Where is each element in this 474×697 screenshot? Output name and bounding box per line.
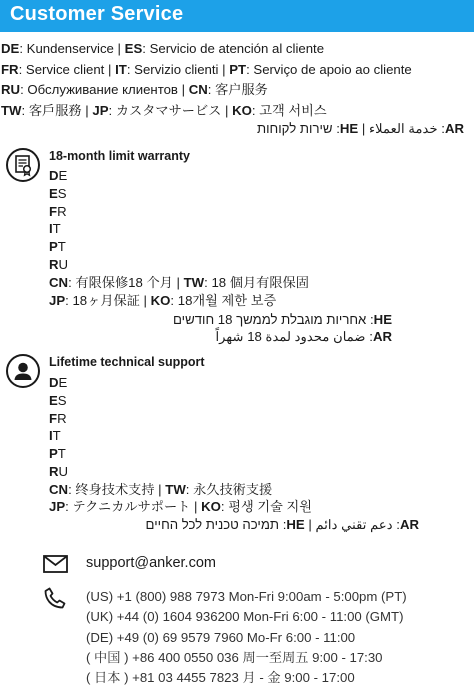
warranty-line — [49, 203, 67, 220]
lang-code: AR — [444, 121, 464, 136]
translation-text: : תמיכה טכנית לכל החיים — [145, 517, 287, 532]
lang-code: TW — [183, 275, 205, 290]
customer-service-rtl: AR: خدمة العملاء | HE: שירות לקוחות — [256, 121, 464, 136]
warranty-line — [49, 167, 67, 184]
lang-code: HE — [286, 517, 305, 532]
warranty-ar — [215, 328, 392, 345]
lang-code: F — [49, 410, 58, 426]
lang-code: KO — [232, 102, 252, 118]
support-line — [49, 427, 61, 444]
warranty-title: 18-month limit warranty — [49, 149, 190, 163]
translation-text: : خدمة العملاء — [368, 121, 445, 136]
lang-code: ES — [124, 41, 143, 56]
translation-text: R — [57, 410, 67, 426]
translation-text: : カスタマサービス | — [108, 102, 233, 118]
customer-service-line — [1, 61, 412, 78]
lang-code: HE — [373, 312, 392, 327]
lang-code: D — [49, 168, 59, 183]
warranty-line-cn-tw — [49, 274, 309, 291]
translation-text: : 客户服务 — [207, 82, 268, 97]
support-rtl: AR: دعم تقني دائم | HE: תמיכה טכנית לכל החיים — [145, 517, 419, 532]
lang-code: R — [49, 257, 59, 272]
lang-code: KO — [150, 293, 171, 308]
phone-number-line[interactable]: ( 中国 ) +86 400 0550 036 周一至周五 9:00 - 17:30 — [86, 649, 383, 665]
lang-code: P — [49, 239, 58, 255]
translation-text: : אחריות מוגבלת לממשך 18 חודשים — [172, 312, 374, 327]
warranty-line — [49, 238, 66, 255]
lang-code: R — [49, 464, 59, 479]
support-title: Lifetime technical support — [49, 355, 205, 369]
header-bar — [0, 0, 474, 32]
translation-text: E — [58, 375, 68, 390]
support-line — [49, 374, 67, 391]
lang-code: PT — [229, 61, 247, 77]
page-title: Customer Service — [10, 3, 184, 25]
translation-text: : ضمان محدود لمدة 18 شهراً — [215, 329, 373, 344]
lang-code: KO — [201, 499, 221, 514]
translation-text: : 客戶服務 | — [21, 102, 93, 118]
warranty-line — [49, 256, 68, 273]
translation-text: : שירות לקוחות — [256, 121, 340, 136]
translation-text: : 18ヶ月保証 | — [65, 293, 151, 308]
translation-text: E — [58, 168, 68, 183]
translation-text: T — [57, 239, 66, 255]
lang-code: AR — [399, 517, 419, 532]
mail-icon — [43, 555, 68, 578]
warranty-he — [173, 311, 392, 328]
lang-code: JP — [49, 293, 66, 308]
lang-code: HE — [339, 121, 359, 136]
translation-text: : 18개월 제한 보증 — [170, 293, 277, 308]
lang-code: E — [49, 185, 58, 201]
phone-number-line[interactable]: (DE) +49 (0) 69 9579 7960 Mo-Fr 6:00 - 11:00 — [86, 629, 356, 645]
customer-service-line — [1, 102, 327, 119]
phone-number-line[interactable]: (UK) +44 (0) 1604 936200 Mon-Fri 6:00 - 11:00 (GMT) — [86, 609, 404, 625]
translation-text: : 평생 기술 지원 — [220, 499, 312, 514]
translation-text: S — [57, 392, 67, 408]
lang-code: D — [49, 375, 59, 390]
lang-code: FR — [1, 61, 19, 77]
lang-code: I — [49, 428, 53, 444]
translation-text: : テクニカルサポート | — [65, 499, 202, 514]
support-line-cn-tw — [49, 481, 272, 498]
translation-text: : Servizio clienti | — [126, 61, 230, 77]
translation-text: : 18 個月有限保固 — [204, 275, 309, 290]
warranty-line-jp-ko — [49, 292, 276, 309]
lang-code: CN — [49, 482, 69, 497]
translation-text: : 有限保修18 个月 | — [68, 275, 184, 290]
translation-text: T — [52, 428, 61, 444]
translation-text: : Serviço de apoio ao cliente — [246, 61, 412, 77]
support-line — [49, 392, 67, 409]
lang-code: I — [49, 221, 53, 237]
lang-code: DE — [1, 41, 20, 56]
warranty-line — [49, 220, 61, 237]
translation-text: U — [58, 464, 69, 479]
translation-text: R — [57, 203, 67, 219]
phone-icon — [43, 586, 67, 615]
lang-code: RU — [1, 82, 21, 97]
lang-code: CN — [188, 82, 208, 97]
lang-code: IT — [115, 61, 127, 77]
support-line-jp-ko — [49, 498, 312, 515]
technical-support-person-icon — [6, 354, 40, 388]
translation-text: T — [57, 446, 66, 462]
lang-code: AR — [372, 329, 392, 344]
translation-text: T — [52, 221, 61, 237]
translation-text: : Kundenservice | — [19, 41, 125, 56]
translation-text: : 고객 서비스 — [251, 102, 327, 118]
translation-text: : Service client | — [18, 61, 116, 77]
support-line — [49, 410, 67, 427]
lang-code: E — [49, 392, 58, 408]
phone-number-line[interactable]: ( 日本 ) +81 03 4455 7823 月 - 金 9:00 - 17:00 — [86, 670, 355, 686]
warranty-certificate-icon — [6, 148, 40, 182]
phone-number-line[interactable]: (US) +1 (800) 988 7973 Mon-Fri 9:00am - 5:00pm (PT) — [86, 589, 407, 604]
translation-text: : 永久技術支援 — [185, 482, 273, 497]
lang-code: P — [49, 446, 58, 462]
support-email-link[interactable]: support@anker.com — [86, 555, 216, 571]
translation-text: : Servicio de atención al cliente — [142, 41, 325, 56]
customer-service-line — [1, 81, 268, 98]
lang-code: CN — [49, 275, 69, 290]
warranty-line — [49, 185, 67, 202]
translation-text: : دعم تقني دائم — [315, 517, 400, 532]
translation-text: S — [57, 185, 67, 201]
lang-code: JP — [49, 499, 66, 514]
translation-text: U — [58, 257, 69, 272]
support-line — [49, 463, 68, 480]
support-line — [49, 445, 66, 462]
lang-code: TW — [165, 482, 186, 497]
translation-text: : Обслуживание клиентов | — [20, 82, 189, 97]
translation-text: : 终身技术支持 | — [68, 482, 166, 497]
lang-code: F — [49, 203, 58, 219]
lang-code: TW — [1, 102, 22, 118]
lang-code: JP — [92, 102, 109, 118]
customer-service-line — [1, 40, 324, 57]
